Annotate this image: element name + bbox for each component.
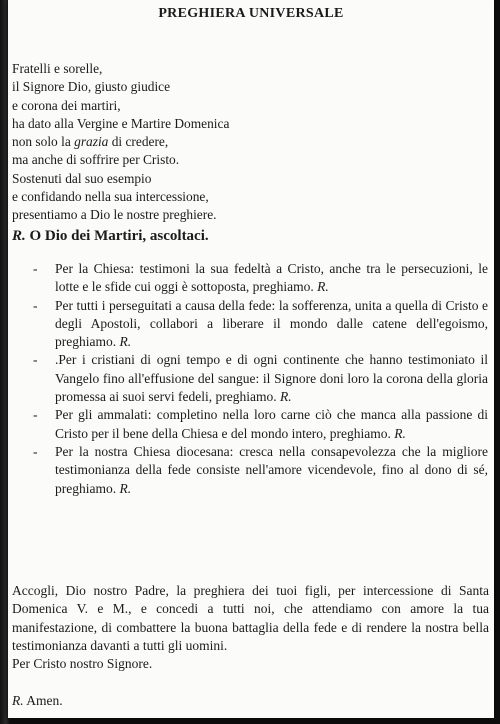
intention-item <box>8 351 488 406</box>
amen-line <box>12 693 63 709</box>
invocation-line: e confidando nella sua intercessione, <box>12 189 209 205</box>
dash-bullet: - <box>33 443 38 459</box>
intention-text: Per gli ammalati: completino nella loro carne ciò che manca alla passione di Cristo per il bene della Chiesa e del mondo intero, preghiamo. <box>55 407 488 441</box>
dash-bullet: - <box>33 297 38 313</box>
invocation-line: ha dato alla Vergine e Martire Domenica <box>12 115 230 131</box>
intention-text: Per la Chiesa: testimoni la sua fedeltà a Cristo, anche tra le persecuzioni, le lotte e le sfide cui oggi è sottoposta, preghiamo. <box>55 261 488 295</box>
dash-bullet: - <box>33 352 38 368</box>
intentions-list <box>8 260 488 498</box>
invocation-emphasis: grazia <box>74 134 109 150</box>
invocation-line: il Signore Dio, giusto giudice <box>12 79 171 95</box>
invocation-line: presentiamo a Dio le nostre preghiere. <box>12 207 217 223</box>
invocation-line-part: non solo la <box>12 134 75 150</box>
invocation-line: Sostenuti dal suo esempio <box>12 170 152 186</box>
concluding-formula: Per Cristo nostro Signore. <box>12 656 153 672</box>
response-marker: R. <box>116 480 132 496</box>
concluding-prayer-text: Accogli, Dio nostro Padre, la preghiera dei tuoi figli, per intercessione di Santa Domenica V. e M., e concedi a tutti noi, che attendiamo con amore la tua manifestazione, di combattere la buona battaglia della fede e di rendere la nostra bella testimonianza davanti a tutti gli uomini. <box>12 583 489 653</box>
invocation-line: ma anche di soffrire per Cristo. <box>12 152 180 168</box>
document-page <box>8 0 494 718</box>
invocation <box>12 60 452 225</box>
invocation-line-part: di credere, <box>108 134 169 150</box>
response-marker: R. <box>116 334 132 350</box>
response-marker: R. <box>313 279 329 295</box>
invocation-line <box>12 133 452 151</box>
amen-text: Amen. <box>23 693 63 708</box>
concluding-prayer <box>12 582 489 673</box>
intention-text: Per tutti i perseguitati a causa della fede: la sofferenza, unita a quella di Cristo e degli Apostoli, collabori a liberare il mondo dalle catene dell'egoismo, preghiamo. <box>55 297 488 350</box>
intention-text: .Per i cristiani di ogni tempo e di ogni continente che hanno testimoniato il Vangelo fino all'effusione del sangue: il Signore doni loro la corona della gloria promessa ai suoi servi fedeli, preghiamo. <box>55 352 488 405</box>
response-marker: R. <box>390 425 406 441</box>
response-line <box>12 228 209 245</box>
intention-item <box>8 260 488 297</box>
dash-bullet: - <box>33 407 38 423</box>
response-marker: R. <box>12 228 26 244</box>
intention-text: Per la nostra Chiesa diocesana: cresca nella consapevolezza che la migliore testimonianza della fede consiste nell'amore vicendevole, fino al dono di sé, preghiamo. <box>55 443 488 496</box>
invocation-line: Fratelli e sorelle, <box>12 61 103 76</box>
intention-item <box>8 443 488 498</box>
invocation-line: e corona dei martiri, <box>12 97 121 113</box>
response-text: O Dio dei Martiri, ascoltaci. <box>25 228 209 244</box>
intention-item <box>8 406 488 443</box>
response-marker: R. <box>276 389 292 405</box>
intention-item <box>8 297 488 352</box>
dash-bullet: - <box>33 261 38 276</box>
document-title: PREGHIERA UNIVERSALE <box>158 6 344 21</box>
response-marker: R. <box>12 693 24 708</box>
